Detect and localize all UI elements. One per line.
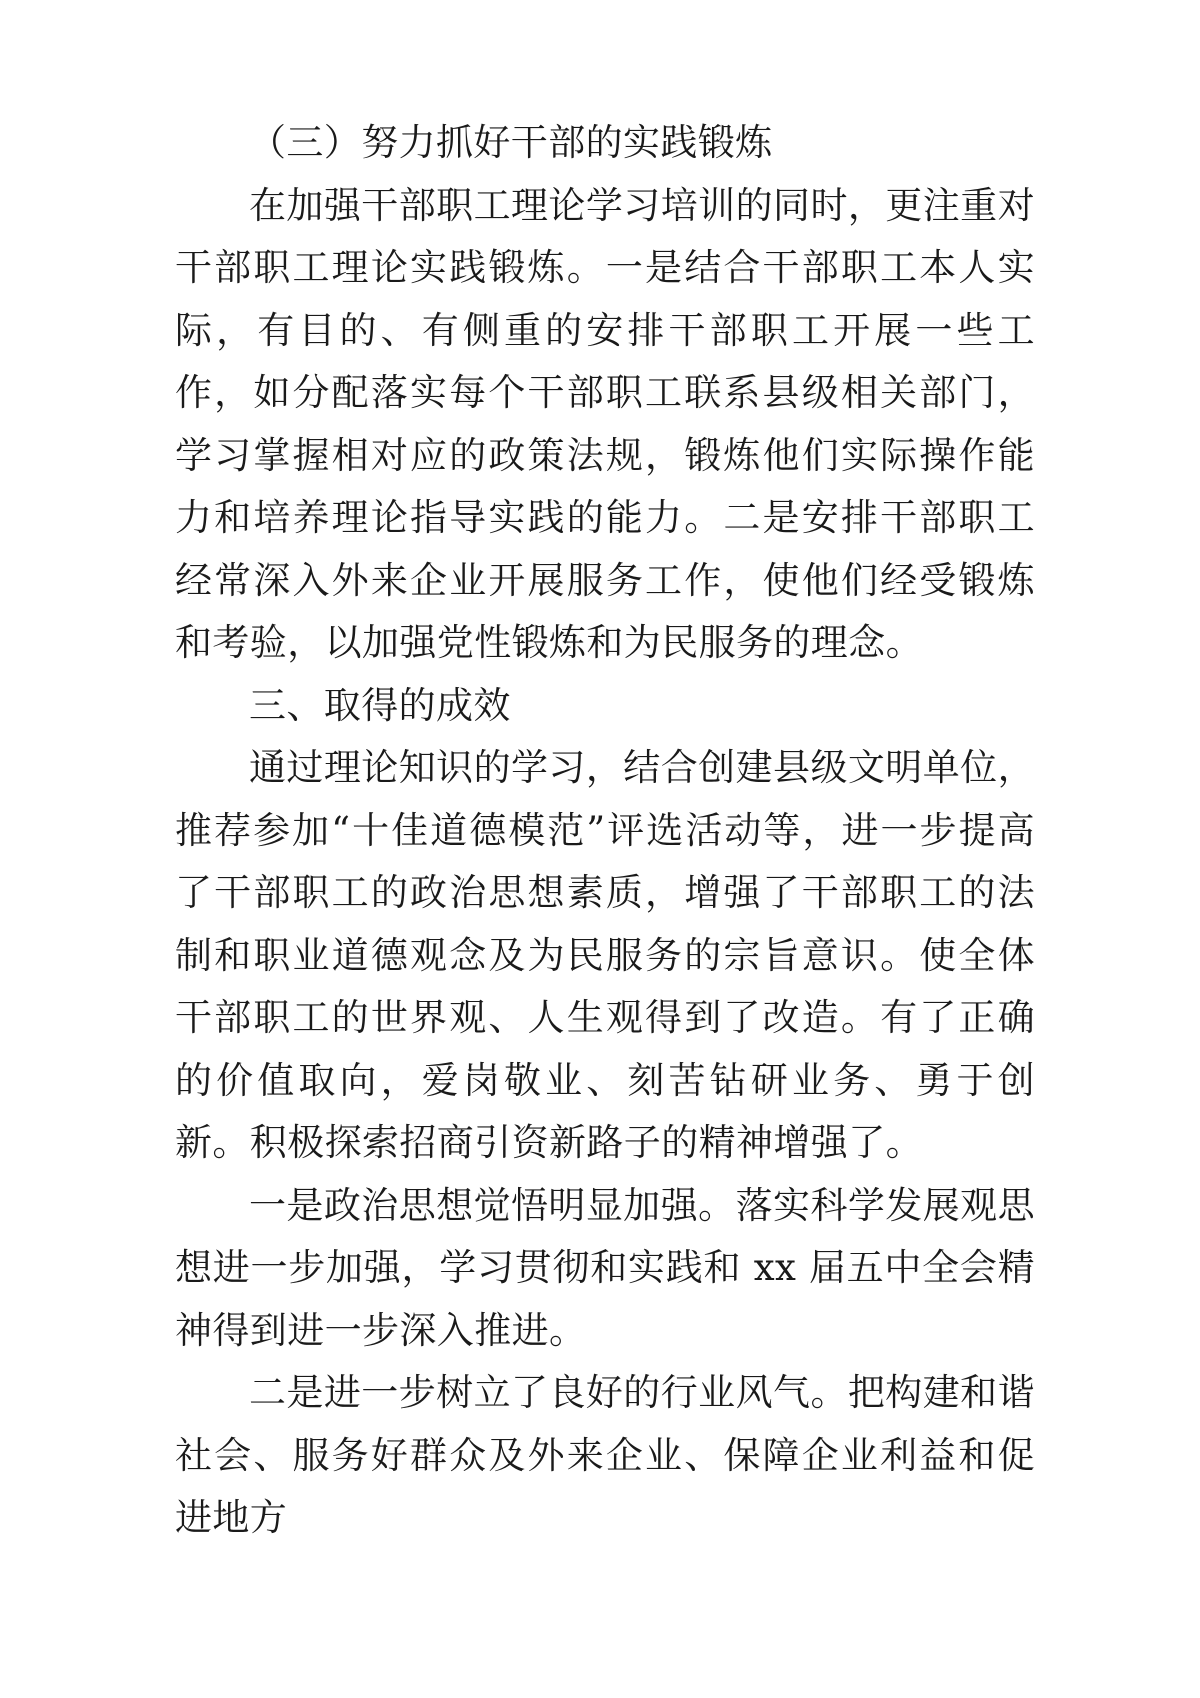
paragraph-results-summary: 通过理论知识的学习，结合创建县级文明单位，推荐参加“十佳道德模范”评选活动等，进一步提高了干部职工的政治思想素质，增强了干部职工的法制和职业道德观念及为民服务的宗旨意识。使全体干部职工的世界观、人生观得到了改造。有了正确的价值取向，爱岗敬业、刻苦钻研业务、勇于创新。积极探索招商引资新路子的精神增强了。 xyxy=(175,746,1035,1164)
paragraph-result-two: 二是进一步树立了良好的行业风气。把构建和谐社会、服务好群众及外来企业、保障企业利益和促进地方 xyxy=(175,1371,1035,1539)
section-heading-results: 三、取得的成效 xyxy=(249,683,511,727)
document-body xyxy=(175,112,1035,1550)
section-heading-practice: （三）努力抓好干部的实践锻炼 xyxy=(249,121,773,164)
paragraph-result-one: 一是政治思想觉悟明显加强。落实科学发展观思想进一步加强，学习贯彻和实践和 xx 届五中全会精神得到进一步深入推进。 xyxy=(175,1183,1035,1352)
paragraph-practice-details: 在加强干部职工理论学习培训的同时，更注重对干部职工理论实践锻炼。一是结合干部职工本人实际，有目的、有侧重的安排干部职工开展一些工作，如分配落实每个干部职工联系县级相关部门，学习掌握相对应的政策法规，锻炼他们实际操作能力和培养理论指导实践的能力。二是安排干部职工经常深入外来企业开展服务工作，使他们经受锻炼和考验，以加强党性锻炼和为民服务的理念。 xyxy=(175,183,1035,664)
